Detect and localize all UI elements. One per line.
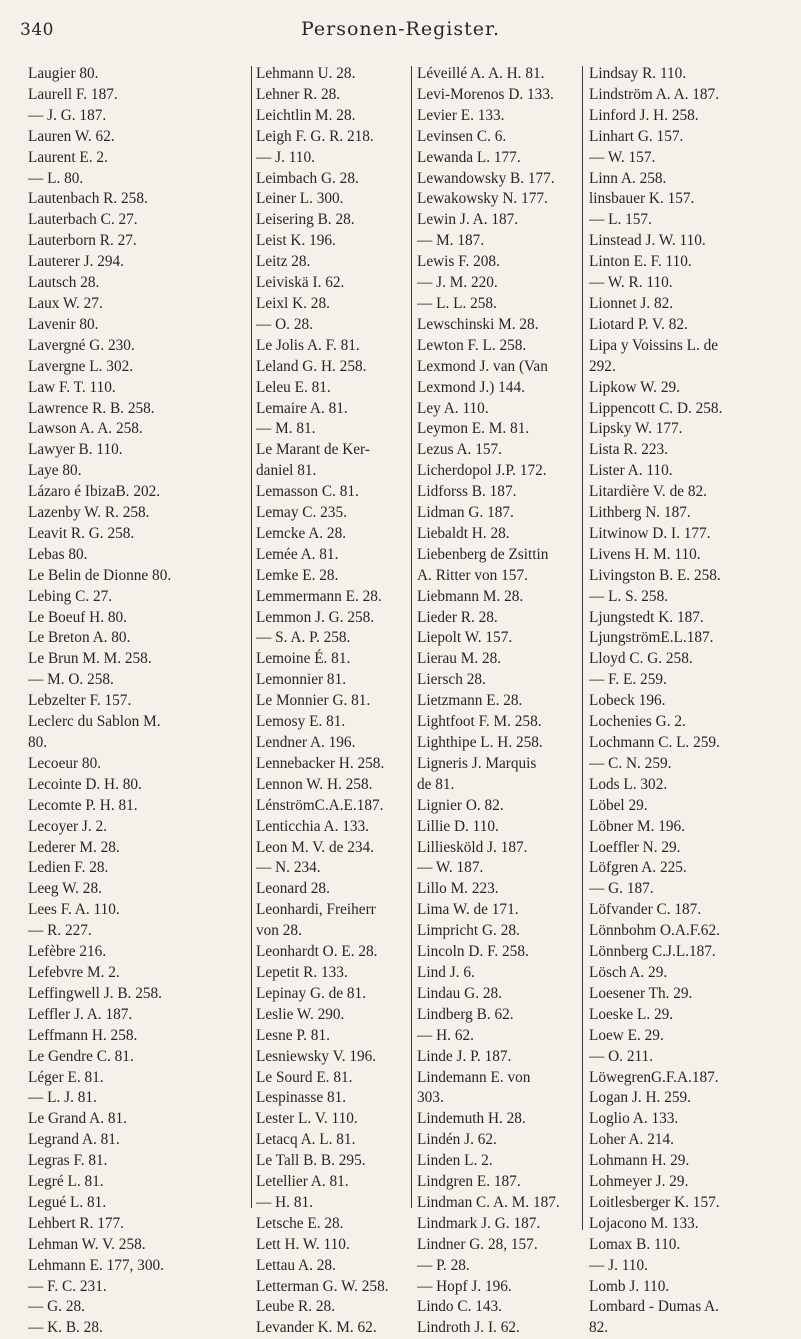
register-entry: Lewakowsky N. 177. <box>417 190 548 208</box>
register-entry: Lightfoot F. M. 258. <box>417 713 542 731</box>
register-entry: Livingston B. E. 258. <box>589 566 721 584</box>
register-entry: LöwegrenG.F.A.187. <box>589 1068 719 1086</box>
register-entry: Loeske L. 29. <box>589 1005 674 1023</box>
register-entry: Lemosy E. 81. <box>256 713 346 731</box>
register-entry: Le Tall B. B. 295. <box>256 1152 366 1170</box>
register-entry: — J. G. 187. <box>28 106 107 124</box>
register-entry: Lewton F. L. 258. <box>417 336 527 354</box>
register-entry: — H. 62. <box>417 1026 474 1044</box>
register-entry: Leonhardi, Freiherr <box>256 901 376 919</box>
register-entry: Leleu E. 81. <box>256 378 331 396</box>
register-entry: Levier E. 133. <box>417 106 505 124</box>
register-entry: Linde J. P. 187. <box>417 1047 512 1065</box>
register-entry: Leffmann H. 258. <box>28 1026 138 1044</box>
register-entry: Lindau G. 28. <box>417 984 502 1002</box>
register-entry: Law F. T. 110. <box>28 378 116 396</box>
register-entry: Leitz 28. <box>256 253 311 271</box>
register-entry: daniel 81. <box>256 462 317 480</box>
register-column-1 <box>28 64 238 1339</box>
register-entry: Loitlesberger K. 157. <box>589 1193 720 1211</box>
register-entry: — L. J. 81. <box>28 1089 97 1107</box>
register-entry: — L. 157. <box>589 211 652 229</box>
register-entry: Logan J. H. 259. <box>589 1089 691 1107</box>
register-entry: Lenticchia A. 133. <box>256 817 369 835</box>
register-entry: Lezus A. 157. <box>417 441 502 459</box>
register-entry: Linford J. H. 258. <box>589 106 699 124</box>
register-entry: Ljungstedt K. 187. <box>589 608 704 626</box>
register-entry: Loher A. 214. <box>589 1131 674 1149</box>
register-entry: Lemcke A. 28. <box>256 524 347 542</box>
register-entry: Leiviskä I. 62. <box>256 274 345 292</box>
register-entry: — K. B. 28. <box>28 1319 103 1337</box>
register-entry: Liepolt W. 157. <box>417 629 513 647</box>
register-entry: Lindsay R. 110. <box>589 65 687 82</box>
register-entry: Lidforss B. 187. <box>417 483 517 501</box>
register-entry: Lazenby W. R. 258. <box>28 504 150 522</box>
register-entry: Lepetit R. 133. <box>256 963 348 981</box>
register-entry: Le Brun M. M. 258. <box>28 650 152 668</box>
register-entry: — F. C. 231. <box>28 1277 107 1295</box>
register-entry: Linhart G. 157. <box>589 127 684 145</box>
register-entry: Löbel 29. <box>589 796 648 814</box>
register-entry: — W. R. 110. <box>589 274 673 292</box>
register-entry: Lidman G. 187. <box>417 504 514 522</box>
register-entry: Lexmond J.) 144. <box>417 378 525 396</box>
register-entry: Loesener Th. 29. <box>589 984 693 1002</box>
register-entry: — L. S. 258. <box>589 587 669 605</box>
register-entry: Le Grand A. 81. <box>28 1110 127 1128</box>
register-entry: Lima W. de 171. <box>417 901 519 919</box>
register-entry: Lindgren E. 187. <box>417 1173 521 1191</box>
register-entry: Lettau A. 28. <box>256 1256 336 1274</box>
register-entry: — W. 187. <box>417 859 484 877</box>
register-entry: — L. L. 258. <box>417 294 497 312</box>
register-entry: Lieder R. 28. <box>417 608 498 626</box>
register-entry: Lespinasse 81. <box>256 1089 347 1107</box>
register-entry: Lauterborn R. 27. <box>28 232 137 250</box>
register-entry: Lewis F. 208. <box>417 253 500 271</box>
register-entry: Le Jolis A. F. 81. <box>256 336 360 354</box>
register-entry: Le Breton A. 80. <box>28 629 131 647</box>
register-entry: Linn A. 258. <box>589 169 667 187</box>
register-entry: Lighthipe L. H. 258. <box>417 734 543 751</box>
register-entry: Levinsen C. 6. <box>417 127 507 145</box>
register-entry: Lindberg B. 62. <box>417 1005 514 1023</box>
register-entry: Laux W. 27. <box>28 294 103 312</box>
register-entry: Lojacono M. 133. <box>589 1214 699 1232</box>
register-entry: Lecointe D. H. 80. <box>28 775 142 793</box>
register-entry: 303. <box>417 1089 444 1107</box>
register-entry: Leonard 28. <box>256 880 330 898</box>
register-entry: Lehmann E. 177, 300. <box>28 1256 164 1274</box>
register-entry: — M. 81. <box>256 420 316 438</box>
register-entry: Legré L. 81. <box>28 1173 104 1191</box>
register-entry: Letacq A. L. 81. <box>256 1131 356 1149</box>
register-entry: — O. 28. <box>256 315 313 333</box>
register-entry: Leavit R. G. 258. <box>28 524 135 542</box>
register-entry: — J. 110. <box>256 148 315 166</box>
register-column-3 <box>417 64 577 1339</box>
register-entry: — S. A. P. 258. <box>256 629 351 647</box>
register-entry: Linton E. F. 110. <box>589 253 692 271</box>
register-entry: Lees F. A. 110. <box>28 901 120 919</box>
register-entry: Leffingwell J. B. 258. <box>28 984 162 1002</box>
register-entry: Le Monnier G. 81. <box>256 692 371 710</box>
register-entry: A. Ritter von 157. <box>417 566 528 584</box>
register-entry: LjungströmE.L.187. <box>589 629 714 647</box>
register-entry: Legrand A. 81. <box>28 1131 120 1149</box>
register-entry: Lincoln D. F. 258. <box>417 943 529 961</box>
register-entry: Lehmann U. 28. <box>256 65 356 82</box>
register-entry: — L. 80. <box>28 169 84 187</box>
register-entry: Ley A. 110. <box>417 399 489 417</box>
register-entry: Loglio A. 133. <box>589 1110 679 1128</box>
register-entry: Lods L. 302. <box>589 775 668 793</box>
register-entry: Lawrence R. B. 258. <box>28 399 155 417</box>
register-entry: Livens H. M. 110. <box>589 545 701 563</box>
register-entry: Lebzelter F. 157. <box>28 692 132 710</box>
register-entry: Liebmann M. 28. <box>417 587 524 605</box>
register-entry: — N. 234. <box>256 859 321 877</box>
register-entry: Laurell F. 187. <box>28 85 118 103</box>
register-entry: Lösch A. 29. <box>589 963 668 981</box>
register-entry: Lehman W. V. 258. <box>28 1235 146 1253</box>
register-entry: Liebaldt H. 28. <box>417 524 510 542</box>
register-entry: — G. 28. <box>28 1298 85 1316</box>
register-entry: — J. 110. <box>589 1256 648 1274</box>
register-entry: Leland G. H. 258. <box>256 357 367 375</box>
register-entry: Leichtlin M. 28. <box>256 106 356 124</box>
register-entry: Lipkow W. 29. <box>589 378 680 396</box>
register-entry: Lawyer B. 110. <box>28 441 123 459</box>
register-entry: Lomax B. 110. <box>589 1235 681 1253</box>
register-entry: Lierau M. 28. <box>417 650 502 668</box>
register-entry: Lavergné G. 230. <box>28 336 135 354</box>
register-column-2 <box>256 64 408 1339</box>
register-entry: Liersch 28. <box>417 671 486 689</box>
register-entry: Lepinay G. de 81. <box>256 984 367 1002</box>
register-entry: Limpricht G. 28. <box>417 922 520 940</box>
register-entry: — P. 28. <box>417 1256 470 1274</box>
register-entry: Lewin J. A. 187. <box>417 211 519 229</box>
register-entry: Leonhardt O. E. 28. <box>256 943 378 961</box>
register-entry: Lewanda L. 177. <box>417 148 521 166</box>
register-entry: Lemasson C. 81. <box>256 483 359 501</box>
register-entry: Loew E. 29. <box>589 1026 664 1044</box>
register-entry: Lauterbach C. 27. <box>28 211 138 229</box>
register-entry: Leisering B. 28. <box>256 211 355 229</box>
register-entry: Letellier A. 81. <box>256 1173 349 1191</box>
register-entry: LénströmC.A.E.187. <box>256 796 384 814</box>
register-entry: von 28. <box>256 922 302 940</box>
register-entry: Lehbert R. 177. <box>28 1214 125 1232</box>
register-entry: Lewandowsky B. 177. <box>417 169 555 187</box>
register-entry: Leymon E. M. 81. <box>417 420 530 438</box>
register-entry: Lavenir 80. <box>28 315 99 333</box>
register-entry: Lauren W. 62. <box>28 127 115 145</box>
register-entry: Lillie D. 110. <box>417 817 499 835</box>
register-entry: — F. E. 259. <box>589 671 667 689</box>
register-entry: Le Sourd E. 81. <box>256 1068 353 1086</box>
register-entry: Levander K. M. 62. <box>256 1319 377 1337</box>
register-entry: Lipsky W. 177. <box>589 420 683 438</box>
register-entry: Linden L. 2. <box>417 1152 493 1170</box>
register-entry: Litardière V. de 82. <box>589 483 707 501</box>
register-entry: Lemonnier 81. <box>256 671 347 689</box>
register-entry: Lendner A. 196. <box>256 734 356 751</box>
register-entry: Le Boeuf H. 80. <box>28 608 127 626</box>
register-entry: Lomb J. 110. <box>589 1277 670 1295</box>
register-entry: Leixl K. 28. <box>256 294 330 312</box>
register-entry: Lista R. 223. <box>589 441 669 459</box>
register-entry: Lennebacker H. 258. <box>256 754 385 772</box>
register-entry: Linstead J. W. 110. <box>589 232 706 250</box>
register-entry: Lemoine É. 81. <box>256 650 351 668</box>
register-entry: Lindemuth H. 28. <box>417 1110 526 1128</box>
register-entry: Lillo M. 223. <box>417 880 499 898</box>
register-entry: Léveillé A. A. H. 81. <box>417 65 545 82</box>
register-entry: — J. M. 220. <box>417 274 498 292</box>
register-entry: Lohmann H. 29. <box>589 1152 690 1170</box>
register-entry: Lietzmann E. 28. <box>417 692 523 710</box>
register-entry: Lindmark J. G. 187. <box>417 1214 541 1232</box>
register-entry: Lindemann E. von <box>417 1068 531 1086</box>
register-entry: Ledien F. 28. <box>28 859 109 877</box>
register-entry: Lindroth J. I. 62. <box>417 1319 520 1337</box>
register-entry: Lipa y Voissins L. de <box>589 336 719 354</box>
register-entry: Lemaire A. 81. <box>256 399 348 417</box>
register-entry: Löfvander C. 187. <box>589 901 702 919</box>
register-entry: Lister A. 110. <box>589 462 673 480</box>
register-entry: Letsche E. 28. <box>256 1214 344 1232</box>
register-entry: Lind J. 6. <box>417 963 475 981</box>
register-entry: linsbauer K. 157. <box>589 190 695 208</box>
register-entry: 80. <box>28 734 48 751</box>
register-entry: Lemmermann E. 28. <box>256 587 382 605</box>
register-entry: Lennon W. H. 258. <box>256 775 373 793</box>
register-entry: de 81. <box>417 775 455 793</box>
register-entry: Lombard - Dumas A. <box>589 1298 720 1316</box>
register-entry: Letterman G. W. 258. <box>256 1277 389 1295</box>
register-entry: Lindner G. 28, 157. <box>417 1235 538 1253</box>
page-number: 340 <box>20 20 54 40</box>
register-entry: Laye 80. <box>28 462 82 480</box>
register-entry: 82. <box>589 1319 609 1337</box>
register-entry: Ligneris J. Marquis <box>417 754 537 772</box>
register-entry: Leslie W. 290. <box>256 1005 345 1023</box>
register-entry: Loeffler N. 29. <box>589 838 681 856</box>
register-entry: Le Belin de Dionne 80. <box>28 566 172 584</box>
register-entry: Lionnet J. 82. <box>589 294 674 312</box>
register-entry: Laugier 80. <box>28 65 99 82</box>
register-entry: Lavergne L. 302. <box>28 357 134 375</box>
register-entry: — G. 187. <box>589 880 654 898</box>
register-entry: Lobeck 196. <box>589 692 666 710</box>
register-entry: Leiner L. 300. <box>256 190 344 208</box>
register-entry: Legras F. 81. <box>28 1152 108 1170</box>
register-entry: 292. <box>589 357 616 375</box>
register-entry: Löbner M. 196. <box>589 817 686 835</box>
register-entry: Löfgren A. 225. <box>589 859 687 877</box>
register-entry: Lecoeur 80. <box>28 754 102 772</box>
register-entry: Lindén J. 62. <box>417 1131 497 1149</box>
register-column-4 <box>589 64 774 1339</box>
register-entry: Leube R. 28. <box>256 1298 336 1316</box>
register-entry: Lautsch 28. <box>28 274 100 292</box>
register-entry: Lett H. W. 110. <box>256 1235 350 1253</box>
register-entry: — W. 157. <box>589 148 656 166</box>
register-entry: Lohmeyer J. 29. <box>589 1173 689 1191</box>
register-entry: Lehner R. 28. <box>256 85 341 103</box>
register-entry: — Hopf J. 196. <box>417 1277 512 1295</box>
register-entry: Litwinow D. I. 177. <box>589 524 711 542</box>
register-entry: Leclerc du Sablon M. <box>28 713 161 731</box>
register-entry: Lemay C. 235. <box>256 504 347 522</box>
register-entry: — R. 227. <box>28 922 92 940</box>
register-entry: — M. 187. <box>417 232 485 250</box>
register-entry: Licherdopol J.P. 172. <box>417 462 547 480</box>
register-entry: — O. 211. <box>589 1047 654 1065</box>
register-entry: Lester L. V. 110. <box>256 1110 358 1128</box>
register-entry: Lindström A. A. 187. <box>589 85 720 103</box>
register-entry: Lönnberg C.J.L.187. <box>589 943 716 961</box>
register-entry: Lederer M. 28. <box>28 838 120 856</box>
register-entry: Legué L. 81. <box>28 1193 107 1211</box>
register-entry: Le Gendre C. 81. <box>28 1047 134 1065</box>
register-entry: Léger E. 81. <box>28 1068 104 1086</box>
register-entry: — C. N. 259. <box>589 754 672 772</box>
register-entry: Leon M. V. de 234. <box>256 838 374 856</box>
register-entry: Levi-Morenos D. 133. <box>417 85 554 103</box>
register-entry: Lemée A. 81. <box>256 545 339 563</box>
register-entry: Lesniewsky V. 196. <box>256 1047 377 1065</box>
register-entry: Lázaro é IbizaB. 202. <box>28 483 161 501</box>
register-entry: Leimbach G. 28. <box>256 169 359 187</box>
register-entry: Lefebvre M. 2. <box>28 963 120 981</box>
register-entry: Leeg W. 28. <box>28 880 102 898</box>
register-entry: Lexmond J. van (Van <box>417 357 548 375</box>
register-entry: Lecoyer J. 2. <box>28 817 108 835</box>
register-entry: Lochmann C. L. 259. <box>589 734 720 751</box>
register-entry: Lilliesköld J. 187. <box>417 838 528 856</box>
register-entry: — H. 81. <box>256 1193 313 1211</box>
register-entry: Lippencott C. D. 258. <box>589 399 723 417</box>
register-entry: — M. O. 258. <box>28 671 114 689</box>
register-entry: Lauterer J. 294. <box>28 253 124 271</box>
register-entry: Leigh F. G. R. 218. <box>256 127 374 145</box>
register-columns <box>0 64 801 1337</box>
register-entry: Lewschinski M. 28. <box>417 315 539 333</box>
register-entry: Lemmon J. G. 258. <box>256 608 375 626</box>
register-entry: Lecomte P. H. 81. <box>28 796 138 814</box>
register-entry: Leist K. 196. <box>256 232 336 250</box>
register-entry: Lautenbach R. 258. <box>28 190 148 208</box>
register-entry: Leffler J. A. 187. <box>28 1005 133 1023</box>
register-entry: Lönnbohm O.A.F.62. <box>589 922 720 940</box>
register-entry: Lignier O. 82. <box>417 796 504 814</box>
register-entry: Lesne P. 81. <box>256 1026 330 1044</box>
register-entry: Le Marant de Ker- <box>256 441 370 459</box>
running-head: Personen-Register. <box>300 18 501 40</box>
register-entry: Liebenberg de Zsittin <box>417 545 549 563</box>
register-entry: Lawson A. A. 258. <box>28 420 143 438</box>
register-entry: Laurent E. 2. <box>28 148 108 166</box>
register-entry: Lochenies G. 2. <box>589 713 686 731</box>
register-entry: Lindo C. 143. <box>417 1298 502 1316</box>
register-entry: Lefèbre 216. <box>28 943 107 961</box>
register-entry: Lebas 80. <box>28 545 88 563</box>
register-entry: Lindman C. A. M. 187. <box>417 1193 560 1211</box>
register-entry: Lebing C. 27. <box>28 587 113 605</box>
register-entry: Lloyd C. G. 258. <box>589 650 693 668</box>
register-entry: Lemke E. 28. <box>256 566 339 584</box>
register-entry: Lithberg N. 187. <box>589 504 691 522</box>
register-entry: Liotard P. V. 82. <box>589 315 688 333</box>
